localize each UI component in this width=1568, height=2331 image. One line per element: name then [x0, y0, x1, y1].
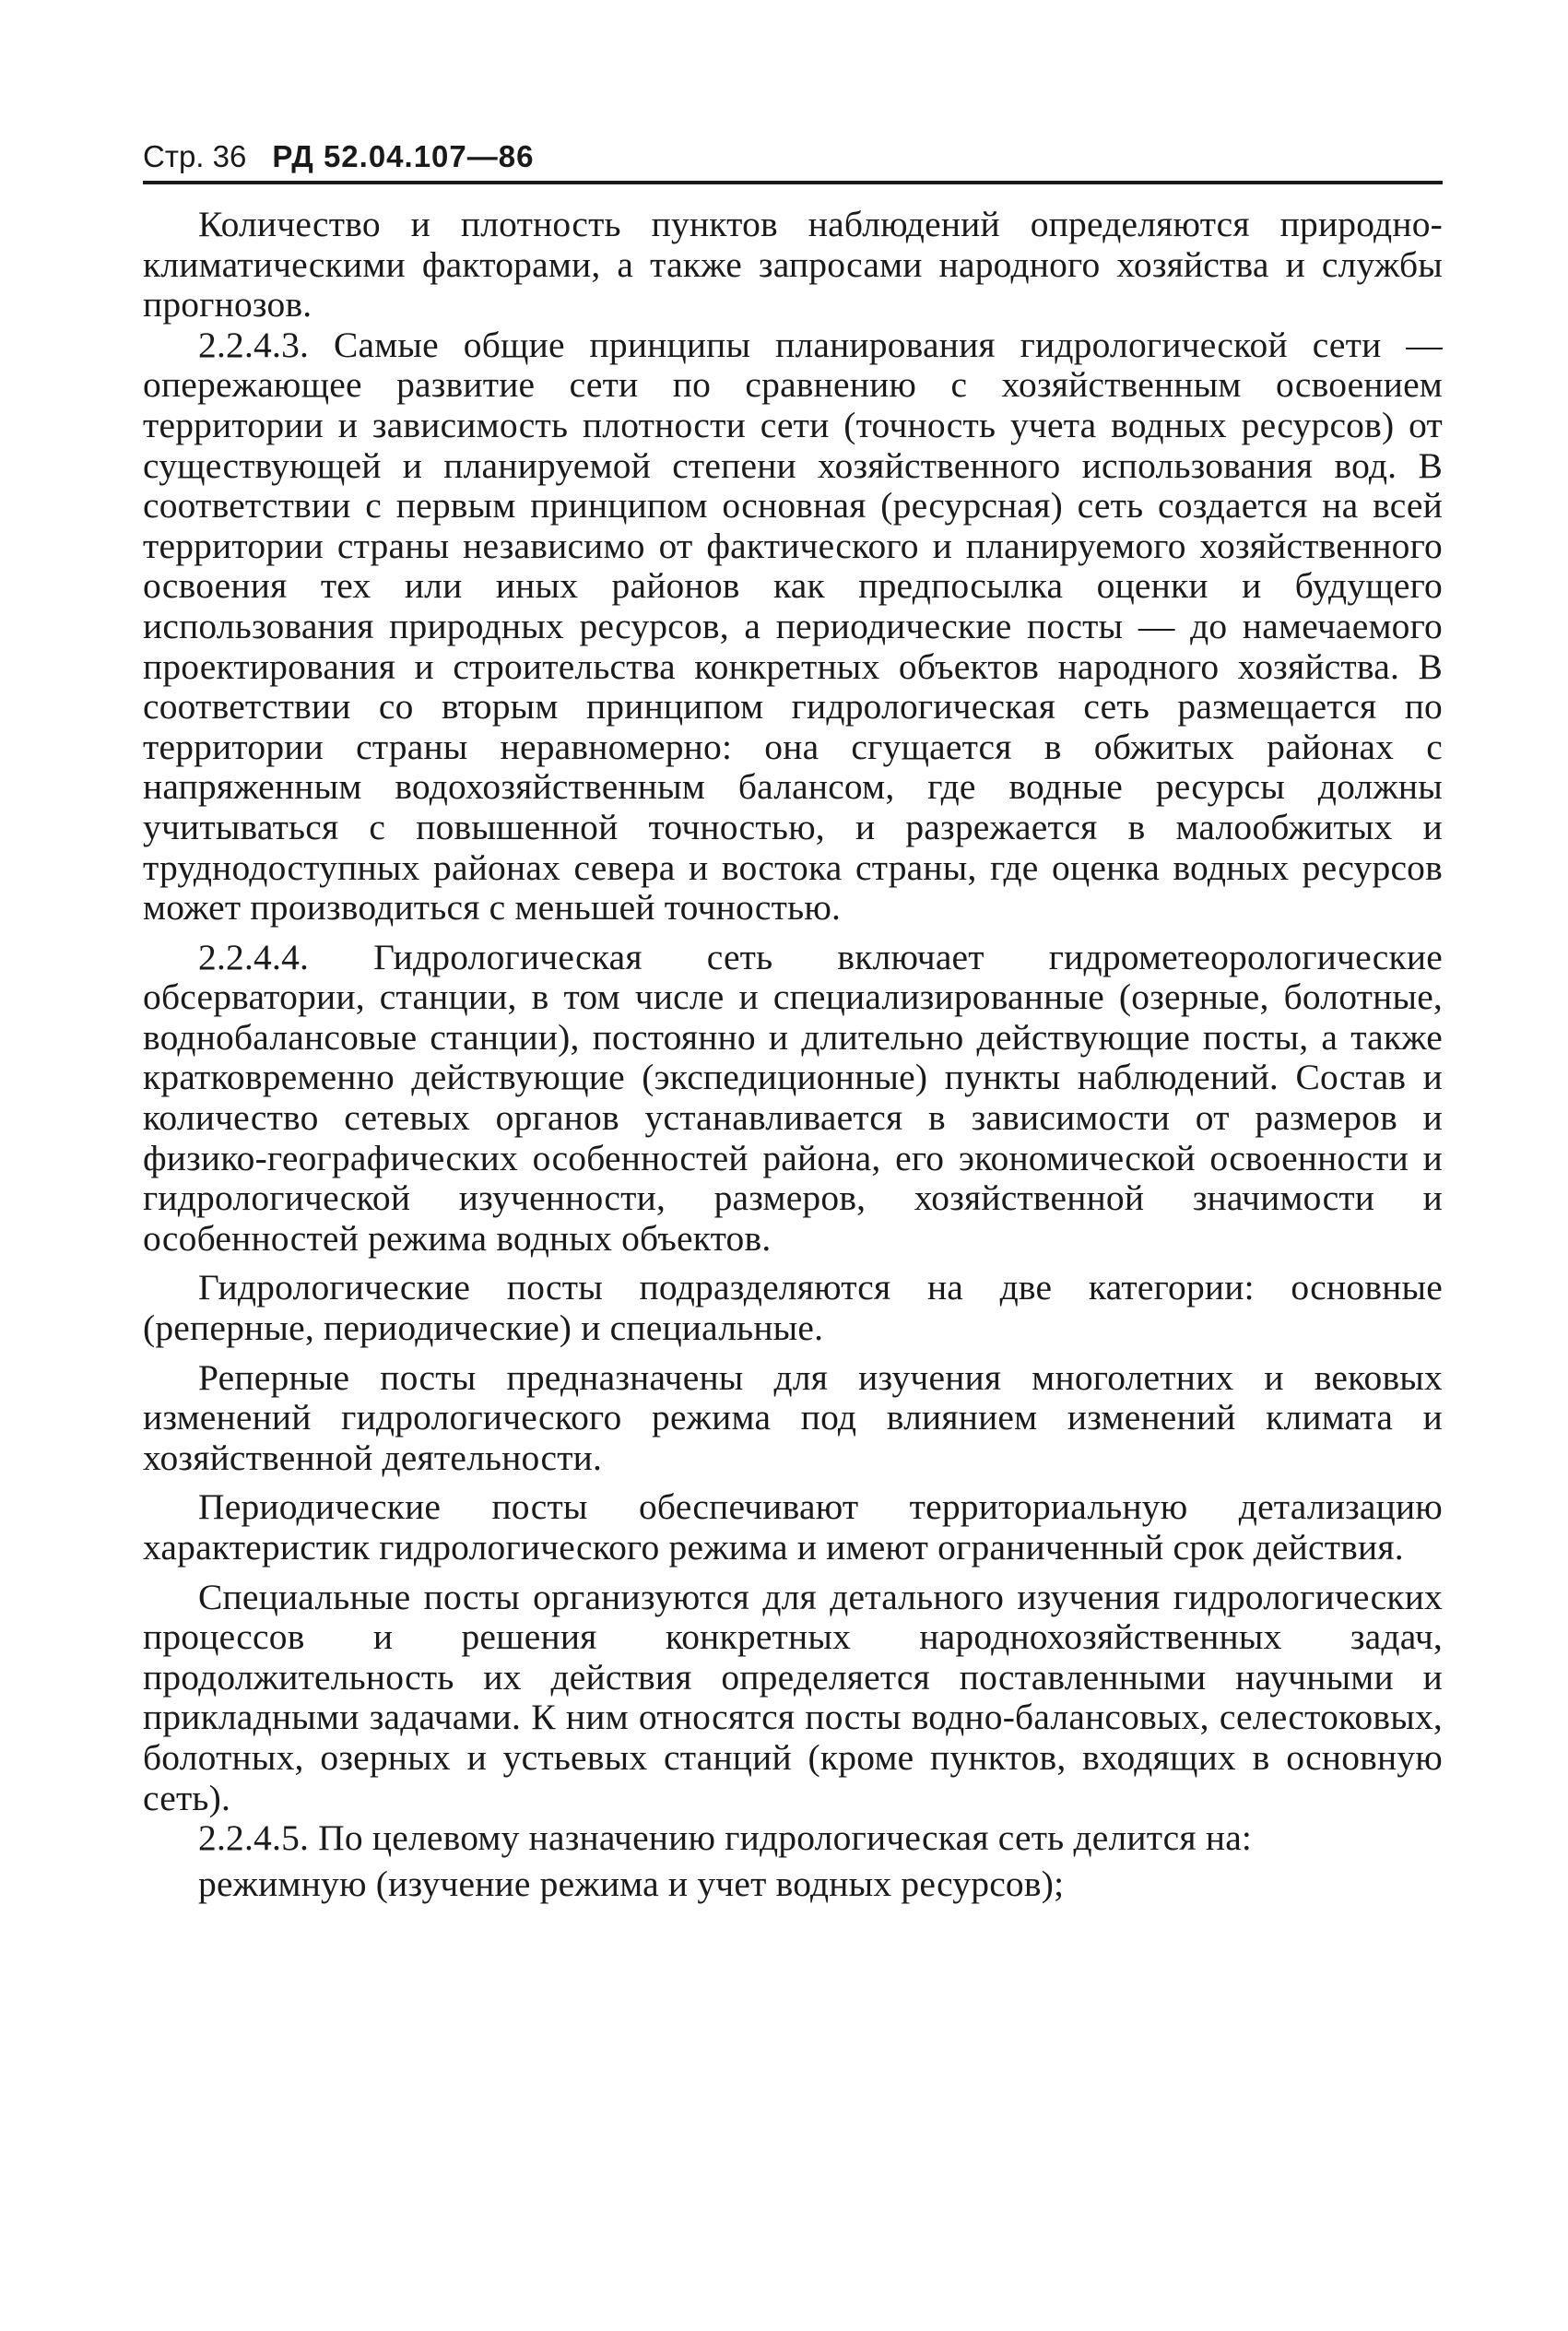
document-body	[143, 205, 1443, 1904]
paragraph-post-categories: Гидрологические посты подразделяются на две категории: основные (реперные, периодические) и специальные.	[143, 1267, 1443, 1349]
paragraph-2-2-4-5: 2.2.4.5. По целевому назначению гидрологическая сеть делится на:	[198, 1817, 1253, 1859]
page-header	[143, 138, 1443, 175]
paragraph-2-2-4-4: 2.2.4.4. Гидрологическая сеть включает гидрометеорологические обсерватории, станции, в том числе и специализированные (озерные, болотные, воднобалансовые станции), постоянно и длительно действующие посты, а также кратковременно действующие (экспедиционные) пункты наблюдений. Состав и количество сетевых органов устанавливается в зависимости от размеров и физико-географических особенностей района, его экономической освоенности и гидрологической изученности, размеров, хозяйственной значимости и особенностей режима водных объектов.	[143, 936, 1443, 1259]
paragraph-special-posts: Специальные посты организуются для детального изучения гидрологических процессов и решения конкретных народнохозяйственных задач, продолжительность их действия определяется поставленными научными и прикладными задачами. К ним относятся посты водно-балансовых, селестоковых, болотных, озерных и устьевых станций (кроме пунктов, входящих в основную сеть).	[143, 1576, 1443, 1818]
paragraph-intro: Количество и плотность пунктов наблюдений определяются природно-климатическими факторами, а также запросами народного хозяйства и службы прогнозов.	[143, 204, 1443, 325]
paragraph-2-2-4-3: 2.2.4.3. Самые общие принципы планирования гидрологической сети — опережающее развитие сети по сравнению с хозяйственным освоением территории и зависимость плотности сети (точность учета водных ресурсов) от существующей и планируемой степени хозяйственного использования вод. В соответствии с первым принципом основная (ресурсная) сеть создается на всей территории страны независимо от фактического и планируемого хозяйственного освоения тех или иных районов как предпосылка оценки и будущего использования природных ресурсов, а периодические посты — до намечаемого проектирования и строительства конкретных объектов народного хозяйства. В соответствии со вторым принципом гидрологическая сеть размещается по территории страны неравномерно: она сгущается в обжитых районах с напряженным водохозяйственным балансом, где водные ресурсы должны учитываться с повышенной точностью, и разрежается в малообжитых и труднодоступных районах севера и востока страны, где оценка водных ресурсов может производиться с меньшей точностью.	[143, 324, 1443, 929]
document-page	[143, 138, 1443, 1904]
list-item-regime: режимную (изучение режима и учет водных ресурсов);	[198, 1863, 1065, 1904]
paragraph-reference-posts: Реперные посты предназначены для изучения многолетних и вековых изменений гидрологического режима под влиянием изменений климата и хозяйственной деятельности.	[143, 1356, 1443, 1478]
header-divider	[143, 181, 1443, 184]
document-code: РД 52.04.107—86	[272, 139, 535, 173]
paragraph-periodic-posts: Периодические посты обеспечивают территориальную детализацию характеристик гидрологического режима и имеют ограниченный срок действия.	[143, 1486, 1443, 1568]
page-number: Стр. 36	[143, 139, 247, 173]
